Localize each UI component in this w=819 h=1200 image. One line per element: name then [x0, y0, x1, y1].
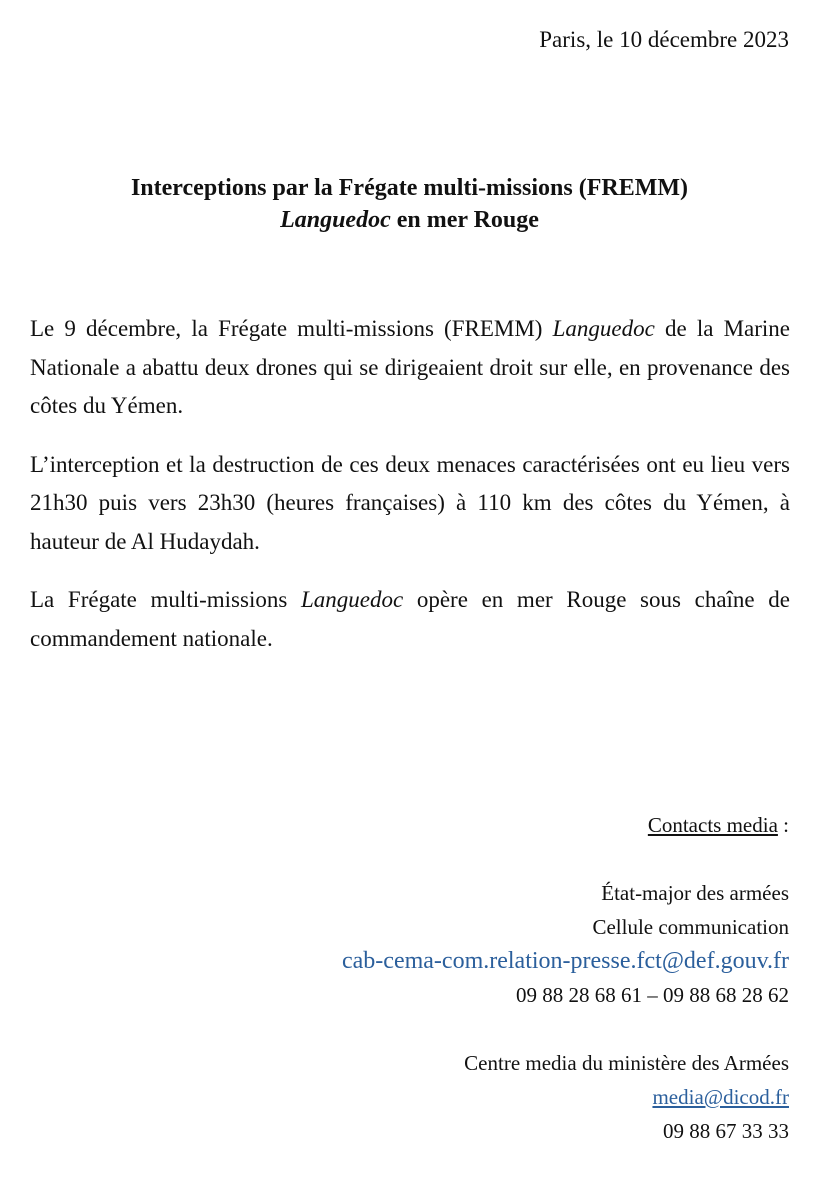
- paragraph-3-ship-name: Languedoc: [300, 587, 404, 612]
- paragraph-3-start: La Frégate multi-missions: [30, 587, 301, 612]
- title-line-1: Interceptions par la Frégate multi-missions (FREMM): [130, 175, 689, 201]
- contact-org-1-email-link[interactable]: cab-cema-com.relation-presse.fct@def.gouv.fr: [342, 948, 789, 974]
- title-ship-name: Languedoc: [280, 207, 391, 233]
- title-line-2-rest: en mer Rouge: [390, 207, 539, 233]
- document-title: [0, 172, 819, 236]
- paragraph-1-end: de la Marine Nationale a abattu deux drones qui se dirigeaient droit sur elle, en provenance des côtes du Yémen.: [30, 316, 790, 418]
- contact-org-2-phone: 09 88 67 33 33: [663, 1119, 789, 1143]
- paragraph-3-end: opère en mer Rouge sous chaîne de commandement nationale.: [30, 587, 791, 651]
- contacts-block: [189, 808, 789, 1148]
- paragraph-3: [30, 581, 790, 658]
- spacer: [189, 1012, 789, 1046]
- contact-org-2: Centre media du ministère des Armées: [464, 1051, 789, 1075]
- contact-org-2-email-link[interactable]: media@dicod.fr: [652, 1085, 789, 1109]
- paragraph-1-start: Le 9 décembre, la Frégate multi-missions (FREMM): [30, 316, 553, 341]
- contacts-heading-line: [189, 808, 789, 842]
- contact-org-1-unit: Cellule communication: [592, 915, 789, 939]
- title-line-2: [0, 204, 819, 236]
- contacts-heading-suffix: :: [777, 813, 789, 837]
- document-body: [30, 310, 790, 678]
- contacts-heading: Contacts media: [647, 813, 778, 837]
- paragraph-1: [30, 310, 790, 426]
- paragraph-1-ship-name: Languedoc: [552, 316, 655, 341]
- spacer: [189, 842, 789, 876]
- paragraph-2: L’interception et la destruction de ces deux menaces caractérisées ont eu lieu vers 21h30 puis vers 23h30 (heures françaises) à 110 km des côtes du Yémen, à hauteur de Al Hudaydah.: [30, 451, 790, 554]
- contact-org-1-phones: 09 88 28 68 61 – 09 88 68 28 62: [516, 983, 789, 1007]
- contact-org-1: État-major des armées: [601, 881, 789, 905]
- contact-org-2-email-line: [189, 1080, 789, 1114]
- document-date: Paris, le 10 décembre 2023: [539, 27, 789, 52]
